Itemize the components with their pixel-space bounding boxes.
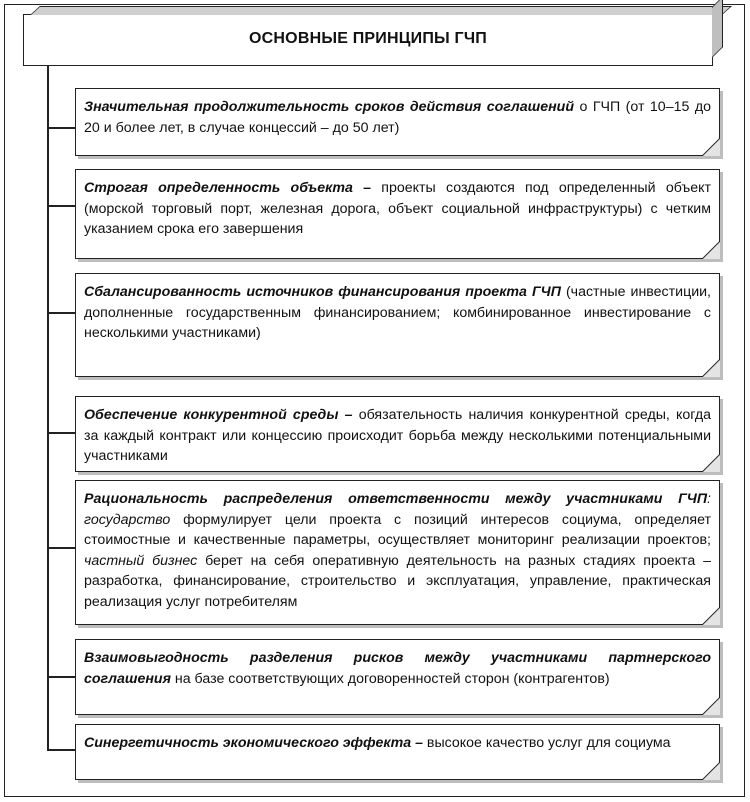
connector [47,205,75,207]
title-box [23,14,713,66]
principle-card-5 [75,480,720,625]
connector [47,547,75,549]
connector [47,676,75,678]
principle-text: Синергетичность экономического эффекта – высокое качество услуг для социума [84,735,671,751]
title-box-3d-top [30,6,732,15]
principle-card-1 [75,88,720,156]
page-curl [702,359,720,377]
principle-text: Рациональность распределения ответственности между участниками ГЧП: государство формулирует цели проекта с позиций интересов социума, определяет стоимостные и качественные параметры, осуществляет мониторинг реализации проектов; частный бизнес берет на себя оперативную деятельность на разных стадиях проекта – разработка, финансирование, строительство и эксплуатация, управление, практическая реализация услуг потребителям [84,491,711,610]
principle-card-6 [75,639,720,715]
principle-text: Сбалансированность источников финансирования проекта ГЧП (частные инвестиции, дополненные государственным финансированием; комбинированное инвестирование с несколькими участниками) [84,284,711,341]
principle-card-2 [75,169,720,259]
principle-text: Взаимовыгодность разделения рисков между участниками партнерского соглашения на базе соответствующих договоренностей сторон (контрагентов) [84,650,711,687]
principle-text: Значительная продолжительность сроков действия соглашений о ГЧП (от 10–15 до 20 и более лет, в случае концессий – до 50 лет) [84,99,712,136]
connector [47,749,75,751]
connector [47,432,75,434]
principle-card-7 [75,724,720,780]
diagram-title: ОСНОВНЫЕ ПРИНЦИПЫ ГЧП [249,30,487,47]
page-curl [702,607,720,625]
principle-card-4 [75,396,720,472]
principle-text: Строгая определенность объекта – проекты создаются под определенный объект (морской торговый порт, железная дорога, объект социальной инфраструктуры) с четким указанием срока его завершения [84,180,711,237]
connector [47,312,75,314]
page-curl [702,454,720,472]
principle-text: Обеспечение конкурентной среды – обязательность наличия конкурентной среды, когда за каждый контракт или концессию происходит борьба между несколькими потенциальными участниками [84,407,712,464]
connector [47,127,75,129]
page-curl [702,762,720,780]
page-curl [702,697,720,715]
principle-card-3 [75,273,720,377]
page-curl [702,138,720,156]
connector-trunk [47,66,49,750]
page-curl [702,241,720,259]
